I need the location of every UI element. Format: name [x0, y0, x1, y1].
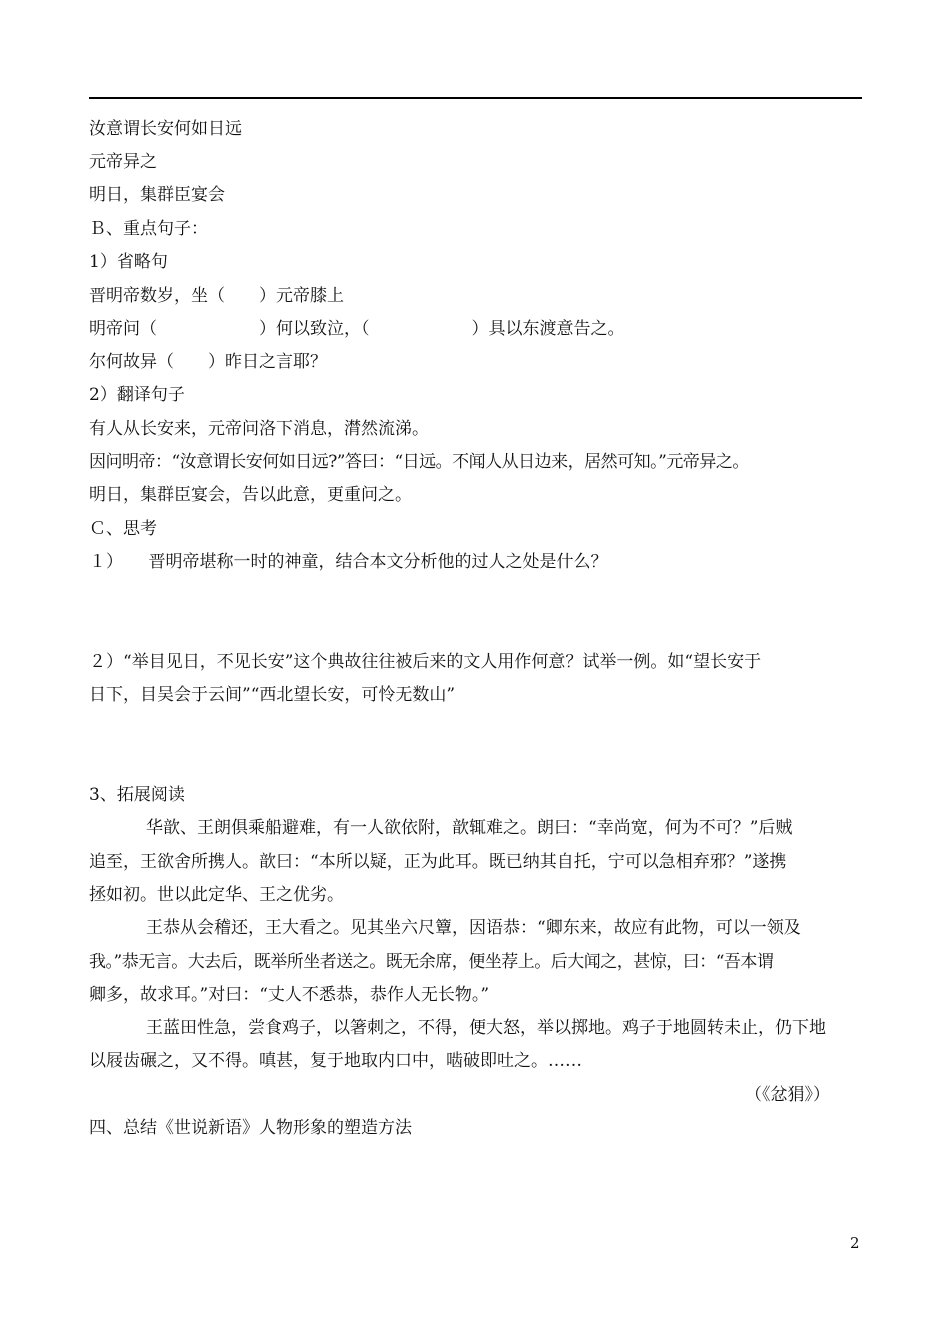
- question-1: １） 晋明帝堪称一时的神童，结合本文分析他的过人之处是什么？: [89, 552, 608, 572]
- text-line: 明帝问（ ）何以致泣，（ ）具以东渡意告之。: [89, 319, 625, 339]
- paragraph-line: 拯如初。世以此定华、王之优劣。: [89, 885, 344, 905]
- paragraph-line: 追至，王欲舍所携人。歆曰：“本所以疑，正为此耳。既已纳其自托，宁可以急相弃邪？”遂携: [89, 852, 787, 872]
- section-heading-4: 四、总结《世说新语》人物形象的塑造方法: [89, 1118, 412, 1138]
- text-line: 明日，集群臣宴会，告以此意，更重问之。: [89, 485, 412, 505]
- text-line: 汝意谓长安何如日远: [89, 119, 242, 139]
- paragraph-line: 华歆、王朗俱乘船避难，有一人欲依附，歆辄难之。朗曰：“幸尚宽，何为不可？”后贼: [146, 818, 793, 838]
- subheading: 2）翻译句子: [89, 385, 185, 405]
- source-citation: （《忿狷》）: [745, 1085, 830, 1105]
- paragraph-line: 卿多，故求耳。”对曰：“丈人不悉恭，恭作人无长物。”: [89, 985, 490, 1005]
- paragraph-line: 王蓝田性急，尝食鸡子，以箸刺之，不得，便大怒，举以掷地。鸡子于地圆转未止，仍下地: [146, 1018, 826, 1038]
- page-number: 2: [850, 1234, 860, 1252]
- text-line: 尔何故异（ ）昨日之言耶？: [89, 352, 327, 372]
- section-heading-b: Ｂ、重点句子：: [89, 219, 208, 239]
- text-line: 晋明帝数岁，坐（ ）元帝膝上: [89, 286, 344, 306]
- text-line: 元帝异之: [89, 152, 157, 172]
- text-line: 有人从长安来，元帝问洛下消息，潸然流涕。: [89, 419, 429, 439]
- paragraph-line: 以屐齿碾之，又不得。嗔甚，复于地取内口中，啮破即吐之。……: [89, 1051, 582, 1071]
- header-rule: [89, 97, 862, 99]
- subheading: 1）省略句: [89, 252, 168, 272]
- paragraph-line: 王恭从会稽还，王大看之。见其坐六尺簟，因语恭：“卿东来，故应有此物，可以一领及: [146, 918, 801, 938]
- text-line: 明日，集群臣宴会: [89, 185, 225, 205]
- question-2: ２）“举目见日，不见长安”这个典故往往被后来的文人用作何意？试举一例。如“望长安于: [89, 652, 762, 672]
- text-line: 因问明帝：“汝意谓长安何如日远?”答曰：“日远。不闻人从日边来，居然可知。”元帝异之。: [89, 452, 749, 472]
- paragraph-line: 我。”恭无言。大去后，既举所坐者送之。既无余席，便坐荐上。后大闻之，甚惊，曰：“吾本谓: [89, 952, 774, 972]
- section-heading-3: 3、拓展阅读: [89, 785, 185, 805]
- text-line: 日下，目吴会于云间”“西北望长安，可怜无数山”: [89, 685, 456, 705]
- section-heading-c: Ｃ、思考: [89, 519, 157, 539]
